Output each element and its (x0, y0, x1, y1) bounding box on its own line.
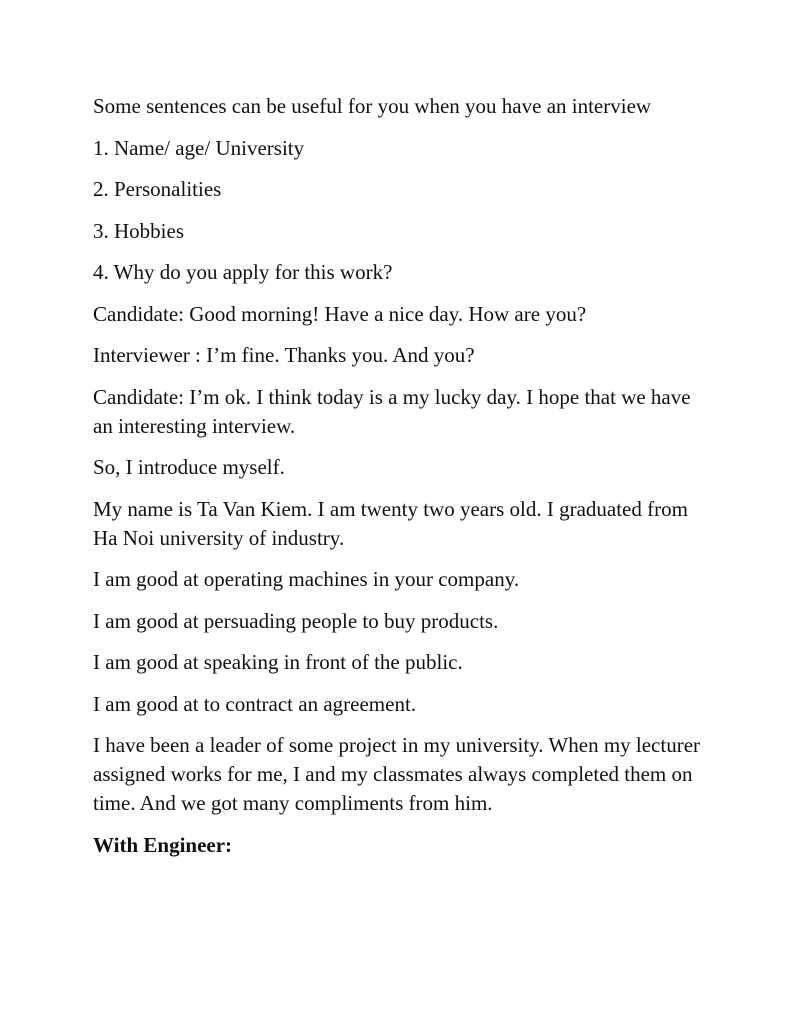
skill-public-speaking: I am good at speaking in front of the public. (93, 650, 463, 674)
dialogue-interviewer-reply: Interviewer : I’m fine. Thanks you. And you? (93, 343, 475, 367)
intro-paragraph: Some sentences can be useful for you when you have an interview (93, 94, 652, 118)
skill-operating-machines: I am good at operating machines in your company. (93, 567, 520, 591)
skill-contract-agreement: I am good at to contract an agreement. (93, 691, 417, 716)
introduce-paragraph: So, I introduce myself. (93, 455, 285, 479)
leadership-paragraph: I have been a leader of some project in my university. When my lecturer assigned works for me, I and my classmates always completed them on time. And we got many compliments from him. (93, 733, 701, 815)
dialogue-candidate-greeting: Candidate: Good morning! Have a nice day. How are you? (93, 301, 587, 326)
section-heading: With Engineer: (93, 832, 233, 857)
list-item-why-apply: 4. Why do you apply for this work? (93, 260, 393, 284)
list-item-name-age-university: 1. Name/ age/ University (93, 135, 305, 160)
skill-persuading-people: I am good at persuading people to buy products. (93, 608, 499, 633)
list-item-personalities: 2. Personalities (93, 177, 222, 201)
name-age-paragraph: My name is Ta Van Kiem. I am twenty two years old. I graduated from Ha Noi university of industry. (93, 496, 688, 550)
list-item-hobbies: 3. Hobbies (93, 218, 184, 243)
dialogue-candidate-response: Candidate: I’m ok. I think today is a my lucky day. I hope that we have an interesting interview. (93, 384, 691, 438)
document-page (93, 92, 713, 872)
